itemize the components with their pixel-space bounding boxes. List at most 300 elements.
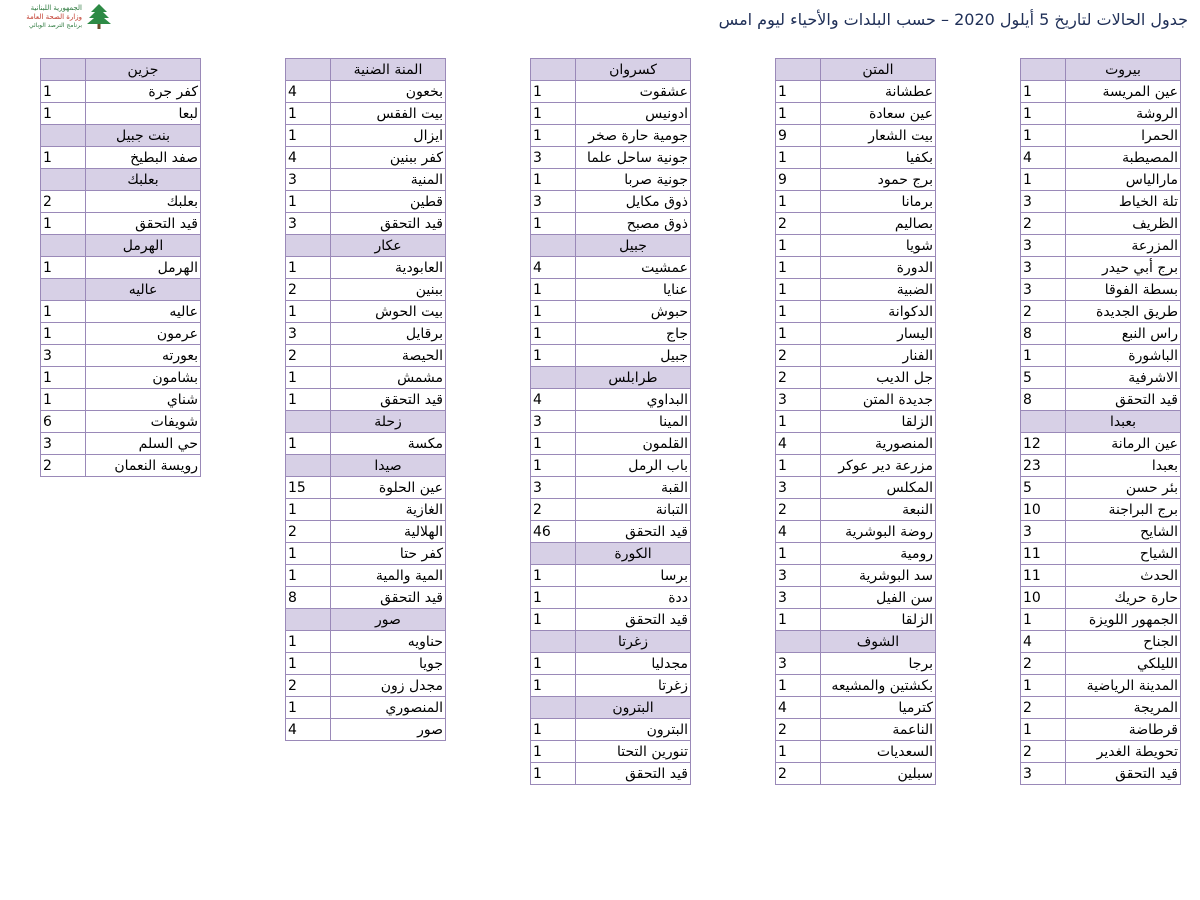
table-row [1021,345,1181,367]
case-count [776,631,821,653]
locality-name: تلة الخياط [1066,191,1181,213]
case-count: 1 [531,455,576,477]
table-row [1021,81,1181,103]
case-count: 1 [1021,675,1066,697]
locality-name: الفنار [821,345,936,367]
district-name: بعلبك [86,169,201,191]
table-row [776,301,936,323]
table-row [776,609,936,631]
table-row [1021,499,1181,521]
table-row [41,455,201,477]
locality-name: روضة البوشرية [821,521,936,543]
district-header-row [531,543,691,565]
case-count [1021,59,1066,81]
locality-name: سبلين [821,763,936,785]
locality-name: قطين [331,191,446,213]
table-row [1021,763,1181,785]
table-row [531,477,691,499]
case-count: 3 [776,389,821,411]
case-count: 2 [286,675,331,697]
case-count: 3 [1021,279,1066,301]
table-row [1021,521,1181,543]
locality-name: شويا [821,235,936,257]
locality-name: بخعون [331,81,446,103]
locality-name: الضبية [821,279,936,301]
table-row [531,499,691,521]
locality-name: قيد التحقق [576,521,691,543]
locality-name: المصيطبة [1066,147,1181,169]
table-row [531,587,691,609]
table-row [286,433,446,455]
case-count: 3 [531,411,576,433]
locality-name: الظريف [1066,213,1181,235]
case-count: 12 [1021,433,1066,455]
locality-name: الباشورة [1066,345,1181,367]
logo-line-republic: الجمهورية اللبنانية [30,4,82,12]
district-name: بنت جبيل [86,125,201,147]
table-row [286,169,446,191]
case-count: 1 [531,169,576,191]
table-row [1021,587,1181,609]
case-count: 9 [776,169,821,191]
locality-name: عين الحلوة [331,477,446,499]
case-count: 1 [531,103,576,125]
case-count: 2 [286,521,331,543]
district-header-row [41,279,201,301]
table-row [286,81,446,103]
table-row [286,719,446,741]
case-count: 4 [286,81,331,103]
table-row [41,301,201,323]
case-count: 1 [286,367,331,389]
locality-name: سن الفيل [821,587,936,609]
table-row [1021,389,1181,411]
district-name: الهرمل [86,235,201,257]
case-count: 1 [776,191,821,213]
district-header-row [1021,411,1181,433]
case-count: 1 [41,147,86,169]
table-row [531,741,691,763]
district-header-row [286,455,446,477]
case-count: 1 [531,323,576,345]
case-count: 3 [776,587,821,609]
locality-name: عين سعادة [821,103,936,125]
case-count: 1 [776,147,821,169]
table-row [286,389,446,411]
case-count: 3 [776,477,821,499]
locality-name: قيد التحقق [576,609,691,631]
locality-name: قرطاضة [1066,719,1181,741]
locality-name: الشايح [1066,521,1181,543]
locality-name: سد البوشرية [821,565,936,587]
table-row [286,213,446,235]
locality-name: اليسار [821,323,936,345]
case-count: 1 [776,257,821,279]
case-count [776,59,821,81]
table-row [776,455,936,477]
locality-name: كترميا [821,697,936,719]
table-row [776,191,936,213]
page-title: جدول الحالات لتاريخ 5 أيلول 2020 – حسب البلدات والأحياء ليوم امس [718,10,1188,29]
case-count: 1 [1021,719,1066,741]
table-row [41,367,201,389]
locality-name: ذوق مكايل [576,191,691,213]
district-name: بعبدا [1066,411,1181,433]
case-count: 6 [41,411,86,433]
case-count: 1 [41,301,86,323]
locality-name: راس النبع [1066,323,1181,345]
locality-name: شويفات [86,411,201,433]
case-count: 1 [531,675,576,697]
case-count: 1 [41,367,86,389]
case-count: 8 [1021,323,1066,345]
locality-name: بعورته [86,345,201,367]
case-count: 8 [286,587,331,609]
case-count: 4 [776,521,821,543]
case-count: 3 [286,169,331,191]
table-row [531,345,691,367]
case-count: 1 [1021,609,1066,631]
locality-name: عنايا [576,279,691,301]
district-name: المتن [821,59,936,81]
case-count: 2 [286,345,331,367]
table-row [1021,697,1181,719]
locality-name: برجا [821,653,936,675]
case-count: 2 [776,213,821,235]
case-count [531,367,576,389]
case-count: 1 [531,433,576,455]
case-count: 1 [41,213,86,235]
locality-name: جديدة المتن [821,389,936,411]
case-count: 3 [531,191,576,213]
locality-name: مزرعة دير عوكر [821,455,936,477]
locality-name: بعبدا [1066,455,1181,477]
case-count: 2 [1021,213,1066,235]
district-header-row [531,367,691,389]
locality-name: بعلبك [86,191,201,213]
locality-name: بشامون [86,367,201,389]
table-row [531,455,691,477]
case-count: 3 [1021,257,1066,279]
table-row [776,719,936,741]
case-count: 4 [1021,147,1066,169]
table-row [776,213,936,235]
case-count: 1 [531,279,576,301]
case-count: 1 [776,323,821,345]
case-count: 2 [1021,697,1066,719]
table-row [286,191,446,213]
table-row [1021,433,1181,455]
case-count: 8 [1021,389,1066,411]
table-row [531,433,691,455]
locality-name: المية والمية [331,565,446,587]
case-count: 3 [1021,235,1066,257]
district-header-row [41,125,201,147]
case-count: 1 [776,279,821,301]
table-row [776,169,936,191]
case-count: 1 [286,125,331,147]
district-name: الكورة [576,543,691,565]
case-count [531,543,576,565]
locality-name: السعديات [821,741,936,763]
table-row [286,257,446,279]
table-row [286,345,446,367]
case-count [41,125,86,147]
locality-name: المنية [331,169,446,191]
case-count: 1 [776,81,821,103]
district-header-row [776,631,936,653]
locality-name: القلمون [576,433,691,455]
case-count: 1 [531,213,576,235]
case-count: 3 [41,433,86,455]
logo-line-program: برنامج الترصد الوبائي [28,22,82,29]
case-count: 1 [776,455,821,477]
table-row [1021,235,1181,257]
case-count [286,235,331,257]
case-count: 46 [531,521,576,543]
locality-name: قيد التحقق [331,587,446,609]
locality-name: مكسة [331,433,446,455]
table-row [531,125,691,147]
table-row [1021,301,1181,323]
table-row [531,81,691,103]
case-count: 5 [1021,477,1066,499]
table-row [776,675,936,697]
case-count: 1 [1021,125,1066,147]
case-count: 1 [531,345,576,367]
table-row [41,389,201,411]
case-count: 1 [286,191,331,213]
table-row [776,257,936,279]
case-count: 1 [776,411,821,433]
locality-name: عين الرمانة [1066,433,1181,455]
district-header-row [531,631,691,653]
locality-name: زغرتا [576,675,691,697]
case-count: 2 [776,367,821,389]
table-row [776,411,936,433]
case-count [41,59,86,81]
district-header-row [776,59,936,81]
locality-name: عاليه [86,301,201,323]
case-count: 1 [531,719,576,741]
logo-line-ministry: وزارة الصحة العامة [26,13,82,21]
locality-name: شناي [86,389,201,411]
table-row [1021,323,1181,345]
locality-name: مجدل زون [331,675,446,697]
case-count: 1 [286,697,331,719]
case-count: 3 [531,147,576,169]
case-count: 2 [531,499,576,521]
district-header-row [41,169,201,191]
district-name: صور [331,609,446,631]
table-row [1021,169,1181,191]
table-row [286,103,446,125]
table-row [286,697,446,719]
locality-name: الاشرفية [1066,367,1181,389]
table-row [776,741,936,763]
case-count: 2 [41,455,86,477]
case-count: 4 [286,719,331,741]
case-count: 3 [286,213,331,235]
locality-name: الحمرا [1066,125,1181,147]
table-row [531,103,691,125]
locality-name: البداوي [576,389,691,411]
cases-table [40,58,201,477]
case-count [41,279,86,301]
locality-name: الجمهور اللويزة [1066,609,1181,631]
case-count: 1 [41,103,86,125]
table-row [1021,543,1181,565]
locality-name: البترون [576,719,691,741]
table-row [776,323,936,345]
table-row [286,147,446,169]
case-count [1021,411,1066,433]
locality-name: العابودية [331,257,446,279]
locality-name: حناويه [331,631,446,653]
table-row [776,345,936,367]
table-row [286,499,446,521]
locality-name: جويا [331,653,446,675]
case-count: 10 [1021,587,1066,609]
locality-name: المينا [576,411,691,433]
table-row [1021,103,1181,125]
table-row [776,367,936,389]
table-row [41,433,201,455]
locality-name: عمشيت [576,257,691,279]
table-row [776,433,936,455]
table-row [1021,191,1181,213]
case-count: 1 [286,301,331,323]
case-count: 23 [1021,455,1066,477]
case-count: 5 [1021,367,1066,389]
table-row [41,81,201,103]
locality-name: جل الديب [821,367,936,389]
case-count: 1 [1021,81,1066,103]
case-count: 1 [776,235,821,257]
locality-name: بئر حسن [1066,477,1181,499]
locality-name: النبعة [821,499,936,521]
table-row [776,389,936,411]
table-row [531,389,691,411]
table-row [286,587,446,609]
case-count: 9 [776,125,821,147]
case-count: 15 [286,477,331,499]
case-count: 4 [776,697,821,719]
locality-name: حي السلم [86,433,201,455]
case-count [531,59,576,81]
locality-name: بيت الحوش [331,301,446,323]
table-row [531,719,691,741]
table-row [286,565,446,587]
case-count: 4 [531,389,576,411]
case-count: 2 [1021,741,1066,763]
locality-name: طريق الجديدة [1066,301,1181,323]
locality-name: عرمون [86,323,201,345]
table-row [1021,631,1181,653]
locality-name: صفد البطيخ [86,147,201,169]
case-count: 1 [286,653,331,675]
locality-name: ددة [576,587,691,609]
case-count [286,455,331,477]
table-row [286,279,446,301]
locality-name: جونية ساحل علما [576,147,691,169]
case-count: 2 [1021,653,1066,675]
locality-name: الليلكي [1066,653,1181,675]
district-name: عكار [331,235,446,257]
table-row [1021,719,1181,741]
locality-name: الروشة [1066,103,1181,125]
locality-name: قيد التحقق [331,213,446,235]
table-row [286,301,446,323]
table-row [776,147,936,169]
locality-name: التبانة [576,499,691,521]
locality-name: بسطة الفوقا [1066,279,1181,301]
case-count: 3 [531,477,576,499]
district-name: بيروت [1066,59,1181,81]
case-count: 1 [776,103,821,125]
district-name: جبيل [576,235,691,257]
locality-name: برقايل [331,323,446,345]
case-count: 1 [776,741,821,763]
locality-name: الشياح [1066,543,1181,565]
table-row [1021,741,1181,763]
case-count: 1 [531,763,576,785]
table-row [286,631,446,653]
district-header-row [286,411,446,433]
table-row [41,411,201,433]
district-header-row [286,609,446,631]
case-count: 1 [286,103,331,125]
table-row [41,323,201,345]
locality-name: قيد التحقق [1066,389,1181,411]
district-header-row [41,59,201,81]
case-count: 1 [531,587,576,609]
case-count: 1 [41,81,86,103]
district-header-row [1021,59,1181,81]
table-row [531,213,691,235]
case-count: 2 [41,191,86,213]
case-count: 1 [286,499,331,521]
table-row [286,543,446,565]
district-name: عاليه [86,279,201,301]
locality-name: كفر حتا [331,543,446,565]
cases-table [530,58,691,785]
cases-table [1020,58,1181,785]
case-count: 3 [776,653,821,675]
locality-name: جومية حارة صخر [576,125,691,147]
case-count: 3 [1021,521,1066,543]
table-row [776,763,936,785]
locality-name: مجدليا [576,653,691,675]
locality-name: ايزال [331,125,446,147]
case-count: 2 [776,719,821,741]
locality-name: الدكوانة [821,301,936,323]
case-count: 1 [531,741,576,763]
locality-name: مشمش [331,367,446,389]
table-row [1021,675,1181,697]
table-row [286,653,446,675]
locality-name: تحويطة الغدير [1066,741,1181,763]
locality-name: المريجة [1066,697,1181,719]
table-row [41,103,201,125]
table-row [776,521,936,543]
locality-name: قيد التحقق [86,213,201,235]
case-count: 1 [531,81,576,103]
locality-name: الغازية [331,499,446,521]
locality-name: الهلالية [331,521,446,543]
locality-name: الهرمل [86,257,201,279]
table-row [776,565,936,587]
